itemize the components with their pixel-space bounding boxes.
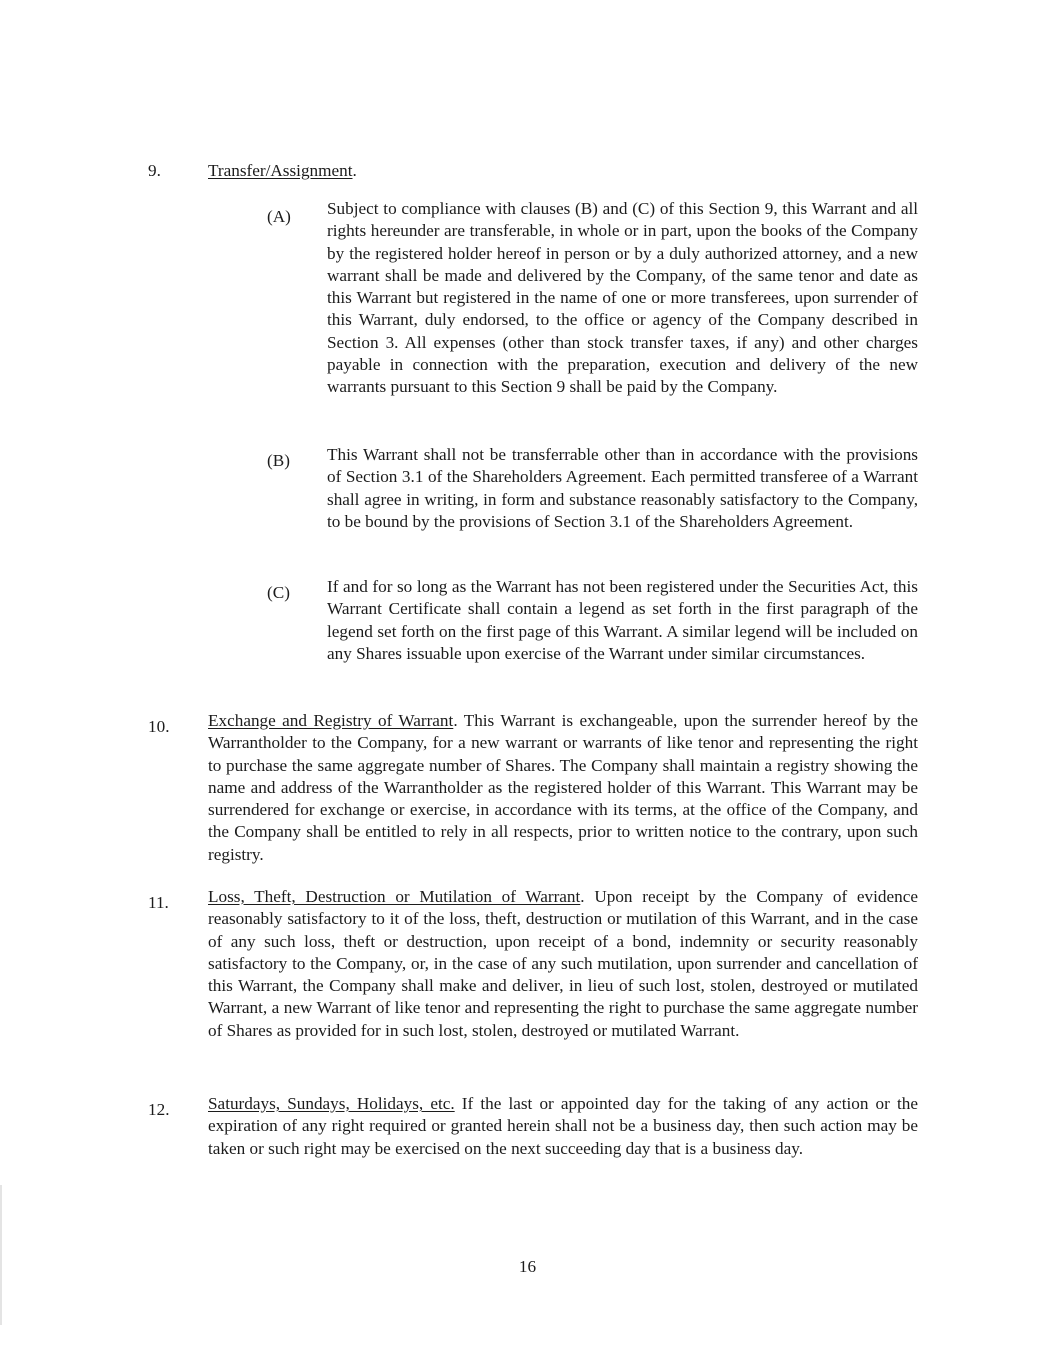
clause-b — [267, 444, 918, 533]
section-heading: Transfer/Assignment — [208, 161, 353, 180]
section-9-heading-row — [148, 160, 918, 182]
section-heading: Loss, Theft, Destruction or Mutilation of Warrant — [208, 887, 581, 906]
section-number: 10. — [148, 717, 170, 736]
section-11 — [148, 886, 918, 1042]
section-10 — [148, 710, 918, 866]
clause-text: Subject to compliance with clauses (B) and (C) of this Section 9, this Warrant and all rights hereunder are transferable, in whole or in part, upon the books of the Company by the registered holder hereof in person or by a duly authorized attorney, and a new warrant shall be made and delivered by the Company, of the same tenor and date as this Warrant but registered in the name of one or more transferees, upon surrender of this Warrant, duly endorsed, to the office or agency of the Company described in Section 3. All expenses (other than stock transfer taxes, if any) and other charges payable in connection with the preparation, execution and delivery of the new warrants pursuant to this Section 9 shall be paid by the Company. — [327, 199, 918, 397]
section-heading: Saturdays, Sundays, Holidays, etc. — [208, 1094, 455, 1113]
section-text: . This Warrant is exchangeable, upon the surrender hereof by the Warrantholder to the Company, for a new warrant or warrants of like tenor and representing the right to purchase the same aggregate number of Shares. The Company shall maintain a registry showing the name and address of the Warrantholder as the registered holder of this Warrant. This Warrant may be surrendered for exchange or exercise, in accordance with its terms, at the office of the Company, and the Company shall be entitled to rely in all respects, prior to written notice to the contrary, upon such registry. — [208, 711, 918, 864]
clause-label: (C) — [267, 583, 290, 602]
clause-label: (B) — [267, 451, 290, 470]
section-number: 11. — [148, 893, 169, 912]
section-12 — [148, 1093, 918, 1160]
section-number: 9. — [148, 161, 161, 180]
section-number: 12. — [148, 1100, 170, 1119]
page-number: 16 — [518, 1257, 537, 1276]
clause-c — [267, 576, 918, 665]
scan-edge-mark — [0, 1185, 2, 1325]
clause-a — [267, 198, 918, 399]
section-text: If the last or appointed day for the taking of any action or the expiration of any right required or granted herein shall not be a business day, then such action may be taken or such right may be exercised on the next succeeding day that is a business day. — [208, 1094, 918, 1158]
clause-text: This Warrant shall not be transferrable other than in accordance with the provisions of Section 3.1 of the Shareholders Agreement. Each permitted transferee of a Warrant shall agree in writing, in form and substance reasonably satisfactory to the Company, to be bound by the provisions of Section 3.1 of the Shareholders Agreement. — [327, 445, 918, 531]
section-heading: Exchange and Registry of Warrant — [208, 711, 454, 730]
clause-label: (A) — [267, 207, 291, 226]
section-text: . Upon receipt by the Company of evidence reasonably satisfactory to it of the loss, theft, destruction or mutilation of this Warrant, and in the case of any such loss, theft or destruction, upon receipt of a bond, indemnity or security reasonably satisfactory to the Company, or, in the case of any such mutilation, upon surrender and cancellation of this Warrant, the Company shall make and deliver, in lieu of such lost, stolen, destroyed or mutilated Warrant, a new Warrant of like tenor and representing the right to purchase the same aggregate number of Shares as provided for in such lost, stolen, destroyed or mutilated Warrant. — [208, 887, 918, 1040]
heading-punctuation: . — [352, 161, 357, 180]
clause-text: If and for so long as the Warrant has not been registered under the Securities Act, this Warrant Certificate shall contain a legend as set forth in the first paragraph of the legend set forth on the first page of this Warrant. A similar legend will be included on any Shares issuable upon exercise of the Warrant under similar circumstances. — [327, 577, 918, 663]
